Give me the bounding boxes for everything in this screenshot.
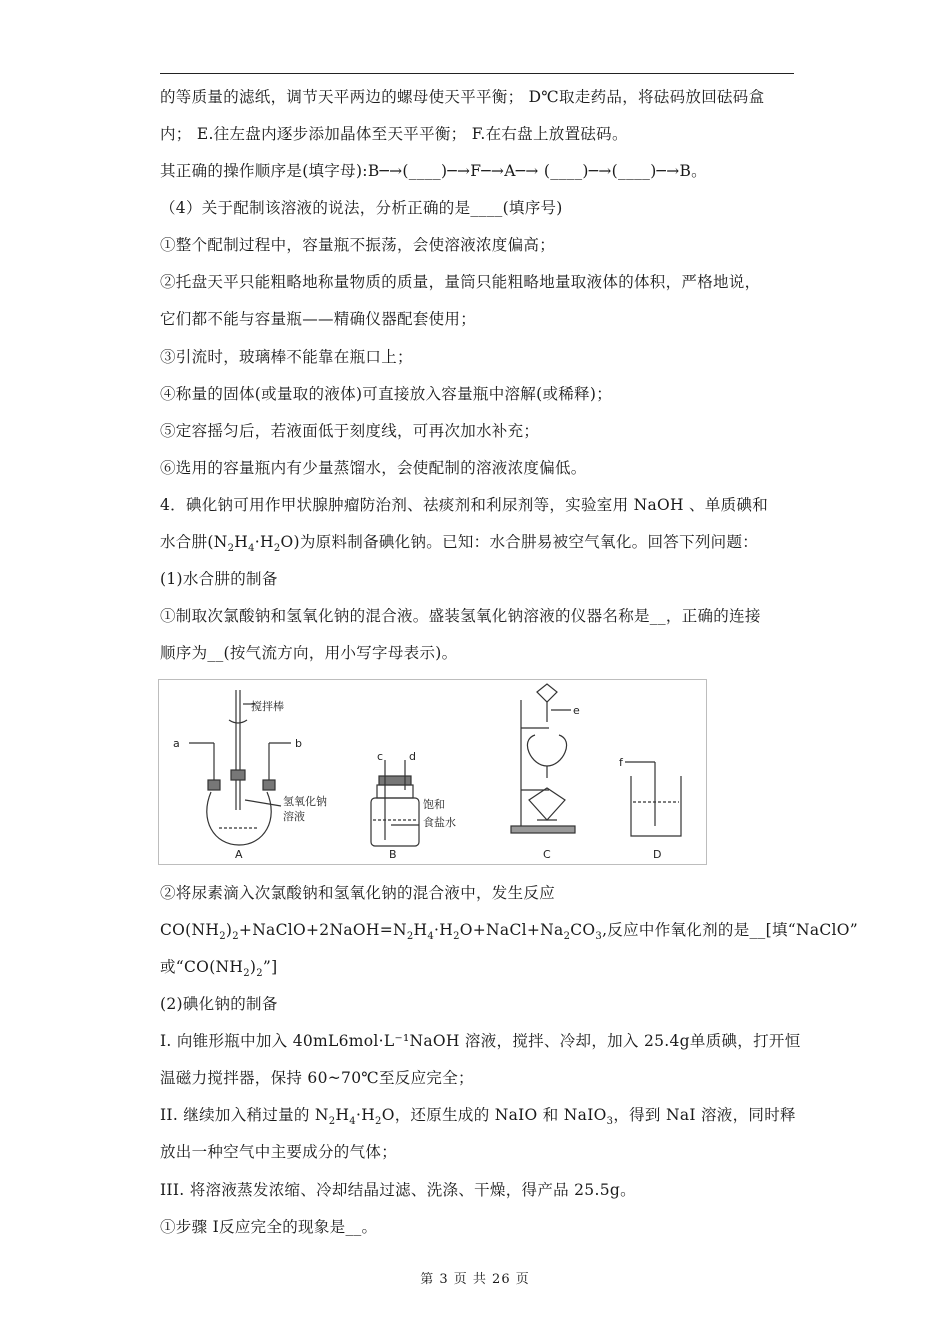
option-5: ⑤定容摇匀后，若液面低于刻度线，可再次加水补充； bbox=[160, 422, 540, 440]
text-line: ②将尿素滴入次氯酸钠和氢氧化钠的混合液中，发生反应 bbox=[160, 884, 556, 902]
text-line: 内； E.往左盘内逐步添加晶体至天平平衡； F.在右盘上放置砝码。 bbox=[160, 125, 628, 143]
header-rule bbox=[160, 73, 794, 74]
text-line: 的等质量的滤纸，调节天平两边的螺母使天平平衡； D℃取走药品，将砝码放回砝码盒 bbox=[160, 88, 765, 106]
port-e-label: e bbox=[573, 704, 580, 717]
text-line: 其正确的操作顺序是(填字母):B─→(____)─→F─→A─→ (____)─→(____)─→B。 bbox=[160, 162, 707, 180]
option-6: ⑥选用的容量瓶内有少量蒸馏水，会使配制的溶液浓度偏低。 bbox=[160, 459, 587, 477]
option-3: ③引流时，玻璃棒不能靠在瓶口上； bbox=[160, 348, 413, 366]
port-d-label: d bbox=[409, 750, 416, 763]
label-b: B bbox=[389, 848, 397, 861]
option-1: ①整个配制过程中，容量瓶不振荡，会使溶液浓度偏高； bbox=[160, 236, 556, 254]
text-line: ①制取次氯酸钠和氢氧化钠的混合液。盛装氢氧化钠溶液的仪器名称是__，正确的连接 bbox=[160, 607, 761, 625]
port-b-label: b bbox=[295, 737, 302, 750]
apparatus-b bbox=[371, 760, 419, 846]
step-3: III. 将溶液蒸发浓缩、冷却结晶过滤、洗涤、干燥，得产品 25.5g。 bbox=[160, 1181, 636, 1199]
question-4-intro: 4．碘化钠可用作甲状腺肿瘤防治剂、祛痰剂和利尿剂等，实验室用 NaOH 、单质碘和 bbox=[160, 496, 769, 514]
naoh-label: 氢氧化钠 bbox=[283, 795, 327, 808]
apparatus-figure bbox=[158, 679, 707, 865]
text-line: 顺序为__(按气流方向，用小写字母表示)。 bbox=[160, 644, 458, 662]
option-2: ②托盘天平只能粗略地称量物质的质量，量筒只能粗略地量取液体的体积，严格地说， bbox=[160, 273, 761, 291]
subsection-1: (1)水合肼的制备 bbox=[160, 570, 278, 588]
page-footer: 第 3 页 共 26 页 bbox=[420, 1272, 530, 1287]
apparatus-a bbox=[189, 690, 291, 845]
naoh-label-2: 溶液 bbox=[283, 810, 305, 823]
label-a: A bbox=[235, 848, 243, 861]
text-line: 或“$CO(NH_2)_2$”] bbox=[160, 958, 278, 979]
saturated-label: 饱和 bbox=[423, 798, 445, 811]
step-2: II. 继续加入稍过量的 $N_2H_4\cdot H_2O$，还原生成的 NaIO 和 NaIO$_3$，得到 NaI 溶液，同时释 bbox=[160, 1106, 796, 1127]
label-d: D bbox=[653, 848, 662, 861]
question-4-part: （4）关于配制该溶液的说法，分析正确的是____(填序号) bbox=[160, 199, 563, 217]
subsection-2: (2)碘化钠的制备 bbox=[160, 995, 278, 1013]
stir-rod-label: 搅拌棒 bbox=[251, 700, 284, 713]
step-2-cont: 放出一种空气中主要成分的气体； bbox=[160, 1143, 398, 1161]
apparatus-c bbox=[511, 684, 575, 833]
label-c: C bbox=[543, 848, 551, 861]
option-2-cont: 它们都不能与容量瓶——精确仪器配套使用； bbox=[160, 310, 477, 328]
equation-line: $CO(NH_2)_2+NaClO+2NaOH=N_2H_4\cdot H_2O+NaCl+Na_2CO_3$,反应中作氧化剂的是__[填“NaClO” bbox=[160, 921, 859, 942]
step-1-cont: 温磁力搅拌器，保持 60~70℃至反应完全； bbox=[160, 1069, 474, 1087]
brine-label: 食盐水 bbox=[423, 816, 456, 829]
apparatus-d bbox=[625, 762, 681, 836]
question-line: ①步骤 I反应完全的现象是__。 bbox=[160, 1218, 378, 1236]
port-f-label: f bbox=[619, 756, 623, 769]
question-4-intro-cont: 水合肼$(N_2H_4\cdot H_2O)$为原料制备碘化钠。已知：水合肼易被空气氧化。回答下列问题： bbox=[160, 533, 759, 554]
step-1: I. 向锥形瓶中加入 40mL6mol·L⁻¹NaOH 溶液，搅拌、冷却，加入 25.4g单质碘，打开恒 bbox=[160, 1032, 801, 1050]
port-c-label: c bbox=[377, 750, 384, 763]
option-4: ④称量的固体(或量取的液体)可直接放入容量瓶中溶解(或稀释)； bbox=[160, 385, 612, 403]
port-a-label: a bbox=[173, 737, 180, 750]
